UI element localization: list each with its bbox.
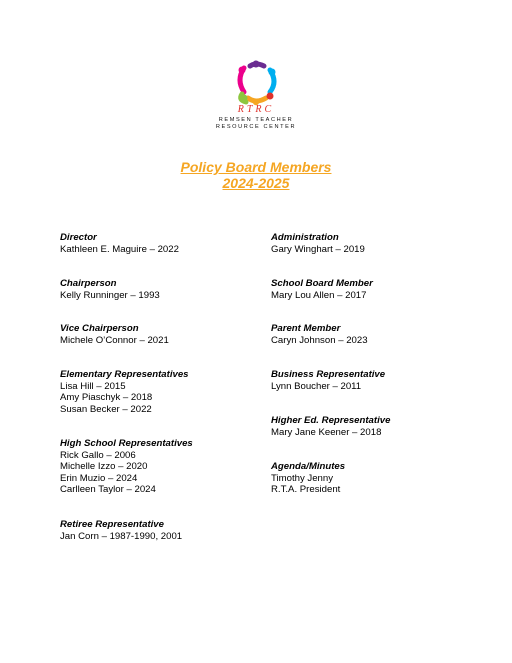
member-entry: Timothy Jenny — [271, 472, 334, 484]
section-heading: Parent Member — [271, 323, 341, 334]
member-entry: Lynn Boucher – 2011 — [271, 380, 362, 392]
section-elementary-representatives — [60, 369, 189, 415]
member-entry: Susan Becker – 2022 — [60, 403, 152, 415]
member-entry: Kathleen E. Maguire – 2022 — [60, 243, 179, 255]
section-high-school-representatives — [60, 438, 193, 496]
section-heading: Vice Chairperson — [60, 323, 139, 334]
section-heading: Director — [60, 232, 97, 243]
section-parent-member — [271, 323, 368, 346]
member-entry: R.T.A. President — [271, 484, 341, 496]
member-entry: Kelly Runninger – 1993 — [60, 289, 160, 301]
member-entry: Erin Muzio – 2024 — [60, 472, 138, 484]
member-entry: Amy Piaschyk – 2018 — [60, 392, 153, 404]
section-business-representative — [271, 369, 385, 392]
logo-icon — [226, 58, 286, 108]
section-school-board-member — [271, 278, 373, 301]
logo-name-line2: RESOURCE CENTER — [215, 124, 297, 130]
section-agenda-minutes — [271, 461, 345, 496]
member-entry: Michele O’Connor – 2021 — [60, 334, 169, 346]
section-heading: Retiree Representative — [60, 519, 164, 530]
page-title: Policy Board Members — [180, 159, 332, 175]
section-higher-ed-representative — [271, 415, 390, 438]
section-heading: School Board Member — [271, 278, 373, 289]
logo-acronym: RTRC — [237, 104, 275, 115]
member-entry: Rick Gallo – 2006 — [60, 449, 136, 461]
section-heading: Higher Ed. Representative — [271, 415, 391, 426]
member-entry: Jan Corn – 1987-1990, 2001 — [60, 530, 183, 542]
member-entry: Michelle Izzo – 2020 — [60, 461, 148, 473]
section-director — [60, 232, 179, 255]
section-administration — [271, 232, 365, 255]
member-entry: Mary Jane Keener – 2018 — [271, 426, 382, 438]
member-entry: Gary Winghart – 2019 — [271, 243, 365, 255]
member-entry: Caryn Johnson – 2023 — [271, 334, 368, 346]
section-heading: Agenda/Minutes — [271, 461, 346, 472]
section-heading: Elementary Representatives — [60, 369, 189, 380]
member-entry: Lisa Hill – 2015 — [60, 380, 126, 392]
section-heading: High School Representatives — [60, 438, 193, 449]
member-entry: Mary Lou Allen – 2017 — [271, 289, 367, 301]
section-retiree-representative — [60, 519, 182, 542]
logo-name-line1: REMSEN TEACHER — [218, 117, 294, 123]
page-subtitle-year: 2024-2025 — [222, 175, 290, 191]
member-entry: Carlleen Taylor – 2024 — [60, 484, 156, 496]
section-chairperson — [60, 278, 160, 301]
section-vice-chairperson — [60, 323, 169, 346]
section-heading: Administration — [271, 232, 339, 243]
section-heading: Chairperson — [60, 278, 117, 289]
section-heading: Business Representative — [271, 369, 386, 380]
